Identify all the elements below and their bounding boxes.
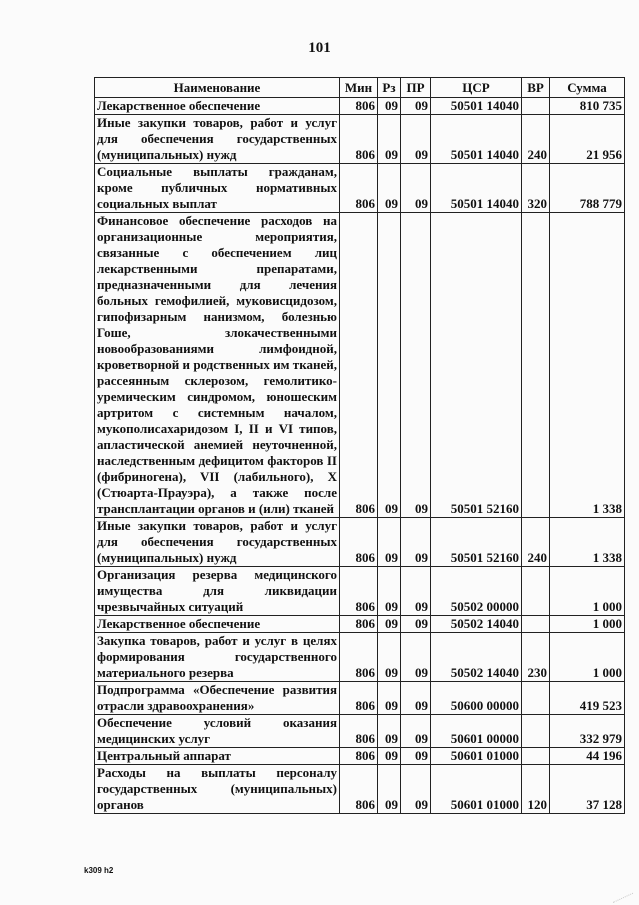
row-rz: 09 <box>378 164 401 213</box>
row-rz: 09 <box>378 518 401 567</box>
row-min: 806 <box>340 616 378 633</box>
row-vr: 320 <box>522 164 550 213</box>
row-name: Организация резерва медицинского имущества для ликвидации чрезвычайных ситуаций <box>95 567 340 616</box>
row-min: 806 <box>340 567 378 616</box>
table-row <box>95 98 625 115</box>
row-name: Закупка товаров, работ и услуг в целях формирования государственного материального резерва <box>95 633 340 682</box>
header-vr: ВР <box>522 78 550 98</box>
row-csr: 50601 01000 <box>431 765 522 814</box>
row-csr: 50502 14040 <box>431 616 522 633</box>
row-sum: 1 000 <box>550 633 625 682</box>
row-pr: 09 <box>401 765 431 814</box>
row-name: Финансовое обеспечение расходов на организационные мероприятия, связанные с обеспечением лиц лекарственными препаратами, предназначенными для лечения больных гемофилией, муковисцидозом, гипофизарным нанизмом, болезнью Гоше, злокачественными новообразованиями лимфоидной, кроветворной и родственных им тканей, рассеянным склерозом, гемолитико-уремическим синдромом, юношеским артритом с системным началом, мукополисахаридозом I, II и VI типов, апластической анемией неуточненной, наследственным дефицитом факторов II (фибриногена), VII (лабильного), X (Стюарта-Прауэра), а также после трансплантации органов и (или) тканей <box>95 213 340 518</box>
row-name: Иные закупки товаров, работ и услуг для обеспечения государственных (муниципальных) нужд <box>95 115 340 164</box>
row-sum: 1 000 <box>550 567 625 616</box>
row-sum: 21 956 <box>550 115 625 164</box>
header-pr: ПР <box>401 78 431 98</box>
row-vr <box>522 567 550 616</box>
row-min: 806 <box>340 715 378 748</box>
row-pr: 09 <box>401 748 431 765</box>
row-name: Подпрограмма «Обеспечение развития отрасли здравоохранения» <box>95 682 340 715</box>
row-rz: 09 <box>378 115 401 164</box>
row-sum: 788 779 <box>550 164 625 213</box>
row-name: Лекарственное обеспечение <box>95 616 340 633</box>
table-row <box>95 682 625 715</box>
row-csr: 50501 52160 <box>431 213 522 518</box>
row-csr: 50502 14040 <box>431 633 522 682</box>
row-min: 806 <box>340 682 378 715</box>
page-number: 101 <box>308 40 331 56</box>
row-rz: 09 <box>378 682 401 715</box>
budget-table <box>94 77 625 814</box>
row-csr: 50501 52160 <box>431 518 522 567</box>
row-vr: 240 <box>522 518 550 567</box>
row-pr: 09 <box>401 715 431 748</box>
row-sum: 332 979 <box>550 715 625 748</box>
row-pr: 09 <box>401 616 431 633</box>
header-csr: ЦСР <box>431 78 522 98</box>
row-rz: 09 <box>378 567 401 616</box>
row-min: 806 <box>340 748 378 765</box>
row-vr <box>522 715 550 748</box>
row-sum: 1 000 <box>550 616 625 633</box>
header-rz: Рз <box>378 78 401 98</box>
row-rz: 09 <box>378 616 401 633</box>
row-rz: 09 <box>378 633 401 682</box>
row-vr: 240 <box>522 115 550 164</box>
row-sum: 810 735 <box>550 98 625 115</box>
row-csr: 50501 14040 <box>431 98 522 115</box>
row-rz: 09 <box>378 213 401 518</box>
row-rz: 09 <box>378 715 401 748</box>
row-sum: 44 196 <box>550 748 625 765</box>
table-row <box>95 213 625 518</box>
row-pr: 09 <box>401 164 431 213</box>
row-pr: 09 <box>401 115 431 164</box>
row-min: 806 <box>340 164 378 213</box>
header-min: Мин <box>340 78 378 98</box>
row-min: 806 <box>340 765 378 814</box>
row-name: Социальные выплаты гражданам, кроме публичных нормативных социальных выплат <box>95 164 340 213</box>
row-min: 806 <box>340 213 378 518</box>
row-csr: 50501 14040 <box>431 115 522 164</box>
table-row <box>95 633 625 682</box>
row-csr: 50600 00000 <box>431 682 522 715</box>
row-sum: 37 128 <box>550 765 625 814</box>
row-rz: 09 <box>378 748 401 765</box>
row-min: 806 <box>340 518 378 567</box>
row-vr <box>522 213 550 518</box>
table-row <box>95 115 625 164</box>
row-csr: 50601 01000 <box>431 748 522 765</box>
scan-mark <box>607 880 633 903</box>
row-rz: 09 <box>378 98 401 115</box>
row-name: Иные закупки товаров, работ и услуг для обеспечения государственных (муниципальных) нужд <box>95 518 340 567</box>
row-min: 806 <box>340 115 378 164</box>
row-min: 806 <box>340 633 378 682</box>
row-sum: 1 338 <box>550 213 625 518</box>
row-pr: 09 <box>401 518 431 567</box>
row-csr: 50501 14040 <box>431 164 522 213</box>
table-row <box>95 567 625 616</box>
table-row <box>95 765 625 814</box>
table-row <box>95 616 625 633</box>
row-vr <box>522 98 550 115</box>
row-vr <box>522 748 550 765</box>
row-vr <box>522 682 550 715</box>
row-vr <box>522 616 550 633</box>
table-row <box>95 518 625 567</box>
footer-code: k309 h2 <box>84 866 114 875</box>
row-vr: 120 <box>522 765 550 814</box>
row-pr: 09 <box>401 213 431 518</box>
row-name: Центральный аппарат <box>95 748 340 765</box>
table-header-row <box>95 78 625 98</box>
table-row <box>95 164 625 213</box>
row-csr: 50601 00000 <box>431 715 522 748</box>
row-pr: 09 <box>401 567 431 616</box>
row-name: Расходы на выплаты персоналу государственных (муниципальных) органов <box>95 765 340 814</box>
row-pr: 09 <box>401 633 431 682</box>
row-sum: 419 523 <box>550 682 625 715</box>
row-csr: 50502 00000 <box>431 567 522 616</box>
row-sum: 1 338 <box>550 518 625 567</box>
row-rz: 09 <box>378 765 401 814</box>
row-name: Обеспечение условий оказания медицинских услуг <box>95 715 340 748</box>
table-row <box>95 748 625 765</box>
row-name: Лекарственное обеспечение <box>95 98 340 115</box>
row-pr: 09 <box>401 682 431 715</box>
header-sum: Сумма <box>550 78 625 98</box>
header-name: Наименование <box>95 78 340 98</box>
table-row <box>95 715 625 748</box>
row-pr: 09 <box>401 98 431 115</box>
row-min: 806 <box>340 98 378 115</box>
row-vr: 230 <box>522 633 550 682</box>
